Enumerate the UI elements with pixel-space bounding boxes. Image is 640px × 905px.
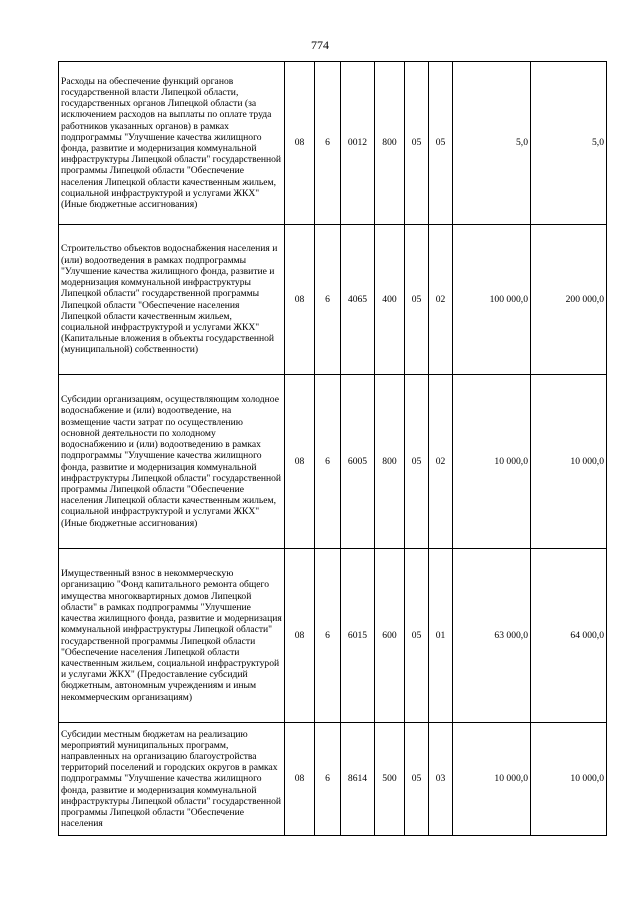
code-cell: 03 — [429, 723, 453, 836]
code-cell: 05 — [405, 723, 429, 836]
row-description: Расходы на обеспечение функций органов государственной власти Липецкой области, государственных органов Липецкой области (за исключением расходов на выплаты по оплате труда работников указанных органов) в рамках подпрограммы "Улучшение качества жилищного фонда, развитие и модернизация коммунальной инфраструктуры Липецкой области" государственной программы Липецкой области "Обеспечение населения Липецкой области качественным жильем, социальной инфраструктурой и услугами ЖКХ" (Иные бюджетные ассигнования) — [59, 62, 285, 225]
code-cell: 6005 — [341, 375, 375, 549]
code-cell: 400 — [375, 225, 405, 375]
code-cell: 08 — [285, 723, 315, 836]
code-cell: 800 — [375, 375, 405, 549]
amount-cell: 63 000,0 — [453, 549, 531, 723]
code-cell: 6 — [315, 375, 341, 549]
table-row — [59, 225, 607, 375]
code-cell: 05 — [405, 225, 429, 375]
amount-cell: 100 000,0 — [453, 225, 531, 375]
amount-cell: 5,0 — [453, 62, 531, 225]
code-cell: 0012 — [341, 62, 375, 225]
code-cell: 6 — [315, 723, 341, 836]
code-cell: 800 — [375, 62, 405, 225]
amount-cell: 10 000,0 — [453, 723, 531, 836]
code-cell: 05 — [405, 375, 429, 549]
budget-table — [58, 61, 607, 836]
code-cell: 8614 — [341, 723, 375, 836]
code-cell: 4065 — [341, 225, 375, 375]
code-cell: 05 — [405, 62, 429, 225]
code-cell: 6015 — [341, 549, 375, 723]
code-cell: 02 — [429, 225, 453, 375]
amount-cell: 64 000,0 — [531, 549, 607, 723]
row-description: Субсидии организациям, осуществляющим холодное водоснабжение и (или) водоотведение, на возмещение части затрат по осуществлению основной деятельности по холодному водоснабжению и (или) водоотведению в рамках подпрограммы "Улучшение качества жилищного фонда, развитие и модернизация коммунальной инфраструктуры Липецкой области" государственной программы Липецкой области "Обеспечение населения Липецкой области качественным жильем, социальной инфраструктурой и услугами ЖКХ" (Иные бюджетные ассигнования) — [59, 375, 285, 549]
table-row — [59, 549, 607, 723]
code-cell: 08 — [285, 225, 315, 375]
code-cell: 08 — [285, 375, 315, 549]
code-cell: 08 — [285, 62, 315, 225]
code-cell: 6 — [315, 62, 341, 225]
row-description: Имущественный взнос в некоммерческую организацию "Фонд капитального ремонта общего имущества многоквартирных домов Липецкой области" в рамках подпрограммы "Улучшение качества жилищного фонда, развитие и модернизация коммунальной инфраструктуры Липецкой области" государственной программы Липецкой области "Обеспечение населения Липецкой области качественным жильем, социальной инфраструктурой и услугами ЖКХ" (Предоставление субсидий бюджетным, автономным учреждениям и иным некоммерческим организациям) — [59, 549, 285, 723]
code-cell: 6 — [315, 225, 341, 375]
code-cell: 600 — [375, 549, 405, 723]
row-description: Субсидии местным бюджетам на реализацию мероприятий муниципальных программ, направленных на организацию благоустройства территорий поселений и городских округов в рамках подпрограммы "Улучшение качества жилищного фонда, развитие и модернизация коммунальной инфраструктуры Липецкой области" государственной программы Липецкой области "Обеспечение населения — [59, 723, 285, 836]
code-cell: 6 — [315, 549, 341, 723]
code-cell: 08 — [285, 549, 315, 723]
code-cell: 02 — [429, 375, 453, 549]
page-number: 774 — [311, 38, 329, 52]
code-cell: 01 — [429, 549, 453, 723]
amount-cell: 200 000,0 — [531, 225, 607, 375]
amount-cell: 10 000,0 — [531, 375, 607, 549]
amount-cell: 10 000,0 — [531, 723, 607, 836]
code-cell: 05 — [405, 549, 429, 723]
row-description: Строительство объектов водоснабжения населения и (или) водоотведения в рамках подпрограммы "Улучшение качества жилищного фонда, развитие и модернизация коммунальной инфраструктуры Липецкой области" государственной программы Липецкой области "Обеспечение населения Липецкой области качественным жильем, социальной инфраструктурой и услугами ЖКХ" (Капитальные вложения в объекты государственной (муниципальной) собственности) — [59, 225, 285, 375]
code-cell: 500 — [375, 723, 405, 836]
amount-cell: 5,0 — [531, 62, 607, 225]
amount-cell: 10 000,0 — [453, 375, 531, 549]
table-row — [59, 375, 607, 549]
code-cell: 05 — [429, 62, 453, 225]
table-row — [59, 723, 607, 836]
table-row — [59, 62, 607, 225]
